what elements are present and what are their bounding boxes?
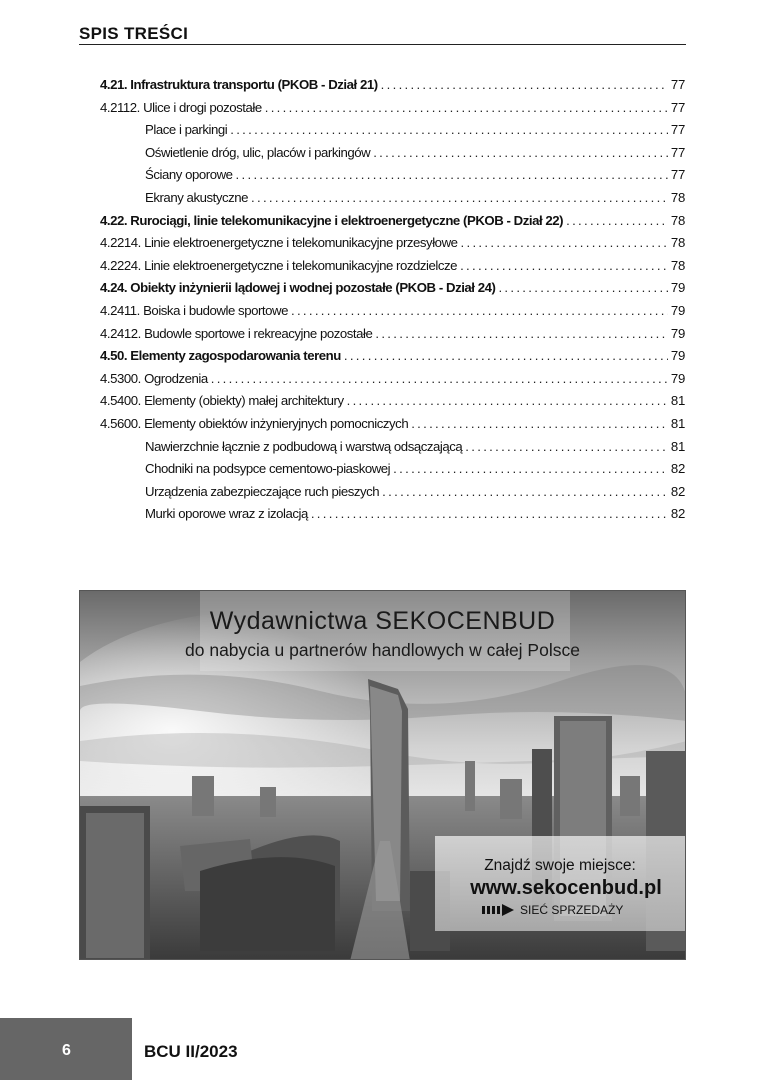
toc-entry-label: Ściany oporowe bbox=[145, 167, 233, 183]
toc-entry[interactable] bbox=[100, 303, 685, 326]
toc-dot-leader bbox=[461, 235, 668, 250]
toc-entry-page: 77 bbox=[670, 144, 685, 160]
toc-entry-page: 78 bbox=[670, 235, 685, 251]
toc-entry-label: Chodniki na podsypce cementowo-piaskowej bbox=[145, 461, 391, 477]
toc-entry-label: 4.2412. Budowle sportowe i rekreacyjne pozostałe bbox=[100, 325, 373, 341]
toc-dot-leader bbox=[236, 167, 668, 182]
toc-dot-leader bbox=[393, 461, 668, 476]
toc-dot-leader bbox=[265, 100, 668, 115]
toc-entry[interactable] bbox=[100, 416, 685, 439]
toc-entry[interactable] bbox=[100, 280, 685, 303]
toc-entry-label: 4.2411. Boiska i budowle sportowe bbox=[100, 302, 288, 318]
ad-url-link[interactable]: www.sekocenbud.pl bbox=[470, 877, 662, 899]
toc-entry[interactable] bbox=[100, 100, 685, 123]
toc-dot-leader bbox=[460, 258, 668, 273]
toc-entry[interactable] bbox=[100, 393, 685, 416]
ad-subtitle: do nabycia u partnerów handlowych w całej Polsce bbox=[185, 640, 580, 660]
toc-entry-page: 81 bbox=[670, 415, 685, 431]
toc-entry-page: 82 bbox=[670, 506, 685, 522]
toc-entry[interactable] bbox=[100, 235, 685, 258]
toc-entry-page: 79 bbox=[670, 302, 685, 318]
ad-title: Wydawnictwa SEKOCENBUD bbox=[209, 607, 556, 635]
toc-entry[interactable] bbox=[100, 258, 685, 281]
advertisement-banner[interactable] bbox=[79, 590, 686, 960]
toc-dot-leader bbox=[498, 280, 667, 295]
toc-dot-leader bbox=[381, 77, 668, 92]
toc-entry-page: 81 bbox=[670, 393, 685, 409]
toc-entry-page: 79 bbox=[670, 280, 685, 296]
arrow-right-icon bbox=[482, 904, 514, 916]
toc-entry[interactable] bbox=[100, 167, 685, 190]
toc-entry-page: 82 bbox=[670, 483, 685, 499]
toc-entry-page: 79 bbox=[670, 325, 685, 341]
toc-entry-page: 78 bbox=[670, 189, 685, 205]
toc-entry-label: Place i parkingi bbox=[145, 122, 228, 138]
toc-dot-leader bbox=[311, 506, 668, 521]
toc-dot-leader bbox=[465, 439, 668, 454]
toc-entry-label: 4.5400. Elementy (obiekty) małej architektury bbox=[100, 393, 344, 409]
toc-dot-leader bbox=[211, 371, 668, 386]
toc-entry[interactable] bbox=[100, 439, 685, 462]
toc-dot-leader bbox=[347, 393, 668, 408]
toc-entry[interactable] bbox=[100, 461, 685, 484]
toc-dot-leader bbox=[382, 484, 668, 499]
toc-entry-page: 77 bbox=[670, 167, 685, 183]
toc-dot-leader bbox=[230, 122, 668, 137]
toc-entry-page: 82 bbox=[670, 461, 685, 477]
toc-entry-label: 4.2214. Linie elektroenergetyczne i telekomunikacyjne przesyłowe bbox=[100, 235, 458, 251]
toc-entry[interactable] bbox=[100, 145, 685, 168]
toc-entry-label: Ekrany akustyczne bbox=[145, 189, 249, 205]
toc-entry-page: 77 bbox=[670, 77, 685, 92]
toc-entry-page: 78 bbox=[670, 257, 685, 273]
table-of-contents bbox=[100, 77, 685, 529]
toc-entry-label: Urządzenia zabezpieczające ruch pieszych bbox=[145, 483, 380, 499]
toc-entry[interactable] bbox=[100, 348, 685, 371]
toc-dot-leader bbox=[373, 145, 668, 160]
toc-dot-leader bbox=[566, 213, 668, 228]
toc-entry-label: 4.24. Obiekty inżynierii lądowej i wodnej pozostałe (PKOB - Dział 24) bbox=[100, 280, 496, 296]
issue-label: BCU II/2023 bbox=[144, 1042, 238, 1061]
sales-network-label: SIEĆ SPRZEDAŻY bbox=[520, 903, 624, 917]
toc-entry-page: 79 bbox=[670, 348, 685, 364]
toc-entry-label: 4.5300. Ogrodzenia bbox=[100, 370, 208, 386]
toc-entry[interactable] bbox=[100, 506, 685, 529]
toc-entry[interactable] bbox=[100, 190, 685, 213]
toc-entry-page: 79 bbox=[670, 370, 685, 386]
toc-entry[interactable] bbox=[100, 77, 685, 100]
page-number: 6 bbox=[62, 1042, 71, 1059]
toc-entry-page: 77 bbox=[670, 122, 685, 138]
toc-entry-label: 4.2112. Ulice i drogi pozostałe bbox=[100, 99, 262, 115]
toc-dot-leader bbox=[251, 190, 668, 205]
toc-entry-page: 81 bbox=[670, 438, 685, 454]
toc-entry-label: Oświetlenie dróg, ulic, placów i parkingów bbox=[145, 144, 371, 160]
toc-entry-label: 4.2224. Linie elektroenergetyczne i telekomunikacyjne rozdzielcze bbox=[100, 257, 458, 273]
sales-network-link[interactable] bbox=[482, 903, 623, 917]
toc-entry[interactable] bbox=[100, 484, 685, 507]
toc-entry-page: 78 bbox=[670, 212, 685, 228]
toc-entry[interactable] bbox=[100, 371, 685, 394]
page-header-title: SPIS TREŚCI bbox=[79, 24, 189, 43]
toc-entry-label: 4.22. Rurociągi, linie telekomunikacyjne i elektroenergetyczne (PKOB - Dział 22) bbox=[100, 212, 564, 228]
toc-entry-label: 4.50. Elementy zagospodarowania terenu bbox=[100, 348, 341, 364]
toc-entry[interactable] bbox=[100, 326, 685, 349]
toc-entry-label: 4.21. Infrastruktura transportu (PKOB - Dział 21) bbox=[100, 77, 378, 92]
toc-entry[interactable] bbox=[100, 213, 685, 236]
toc-dot-leader bbox=[411, 416, 668, 431]
toc-entry-label: 4.5600. Elementy obiektów inżynieryjnych pomocniczych bbox=[100, 415, 409, 431]
ad-find-text: Znajdź swoje miejsce: bbox=[484, 857, 636, 874]
toc-dot-leader bbox=[291, 303, 668, 318]
toc-entry-page: 77 bbox=[670, 99, 685, 115]
toc-entry-label: Nawierzchnie łącznie z podbudową i warstwą odsączającą bbox=[145, 438, 463, 454]
toc-dot-leader bbox=[344, 348, 668, 363]
header-rule bbox=[79, 44, 686, 45]
toc-entry-label: Murki oporowe wraz z izolacją bbox=[145, 506, 308, 522]
toc-dot-leader bbox=[375, 326, 668, 341]
toc-entry[interactable] bbox=[100, 122, 685, 145]
